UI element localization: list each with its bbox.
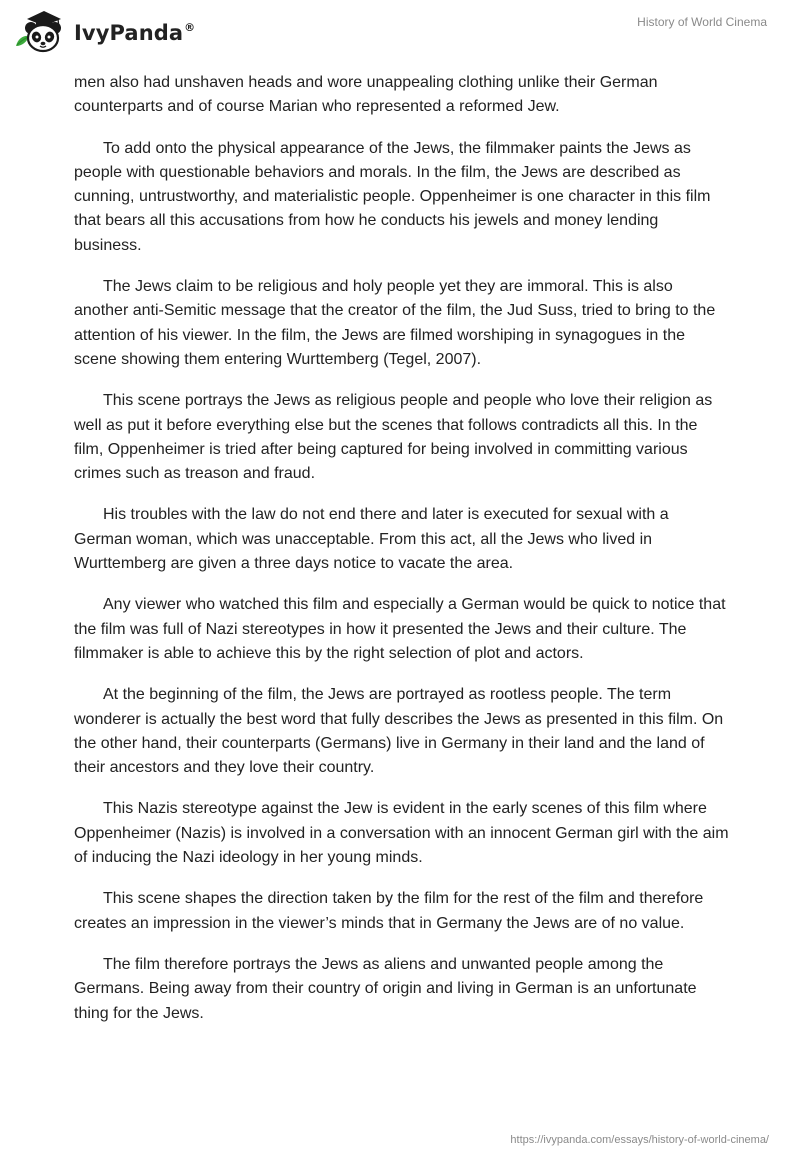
paragraph: The Jews claim to be religious and holy people yet they are immoral. This is also another anti-Semitic message that the creator of the film, the Jud Suss, tried to bring to the attention of his viewer. In the film, the Jews are filmed worshiping in synagogues in the scene showing them entering Wurttemberg (Tegel, 2007). bbox=[74, 278, 716, 368]
paragraph: His troubles with the law do not end there and later is executed for sexual with a German woman, which was unacceptable. From this act, all the Jews who lived in Wurttemberg are given a three days notice to vacate the area. bbox=[74, 506, 669, 573]
source-url[interactable]: https://ivypanda.com/essays/history-of-world-cinema/ bbox=[510, 1134, 769, 1146]
paragraph: men also had unshaven heads and wore unappealing clothing unlike their German counterparts and of course Marian who represented a reformed Jew. bbox=[74, 74, 658, 116]
paragraph: This scene shapes the direction taken by the film for the rest of the film and therefore creates an impression in the viewer’s minds that in Germany the Jews are of no value. bbox=[74, 890, 704, 932]
brand-name: IvyPanda® bbox=[74, 21, 196, 45]
registered-mark: ® bbox=[184, 21, 196, 34]
brand-logo[interactable] bbox=[14, 8, 195, 56]
document-title: History of World Cinema bbox=[637, 15, 767, 29]
paragraph: This Nazis stereotype against the Jew is evident in the early scenes of this film where Oppenheimer (Nazis) is involved in a conversation with an innocent German girl with the aim of inducing the Nazi ideology in her young minds. bbox=[74, 800, 729, 867]
panda-graduate-icon bbox=[14, 8, 68, 56]
paragraph: This scene portrays the Jews as religious people and people who love their religion as well as put it before everything else but the scenes that follows contradicts all this. In the film, Oppenheimer is tried after being captured for being involved in committing various crimes such as treason and fraud. bbox=[74, 392, 713, 483]
paragraph: The film therefore portrays the Jews as aliens and unwanted people among the Germans. Being away from their country of origin and living in German is an unfortunate thing for the Jews. bbox=[74, 955, 697, 1022]
page-header bbox=[0, 0, 800, 64]
essay-body bbox=[74, 71, 729, 1043]
paragraph: Any viewer who watched this film and especially a German would be quick to notice that the film was full of Nazi stereotypes in how it presented the Jews and their culture. The filmmaker is able to achieve this by the right selection of plot and actors. bbox=[74, 596, 726, 662]
paragraph: At the beginning of the film, the Jews are portrayed as rootless people. The term wonderer is actually the best word that fully describes the Jews as presented in this film. On the other hand, their counterparts (Germans) live in Germany in their land and the land of their ancestors and they love their country. bbox=[74, 686, 724, 777]
paragraph: To add onto the physical appearance of the Jews, the filmmaker paints the Jews as people with questionable behaviors and morals. In the film, the Jews are described as cunning, untrustworthy, and materialistic people. Oppenheimer is one character in this film that bears all this accusations from how he conducts his jewels and money lending business. bbox=[74, 139, 711, 254]
